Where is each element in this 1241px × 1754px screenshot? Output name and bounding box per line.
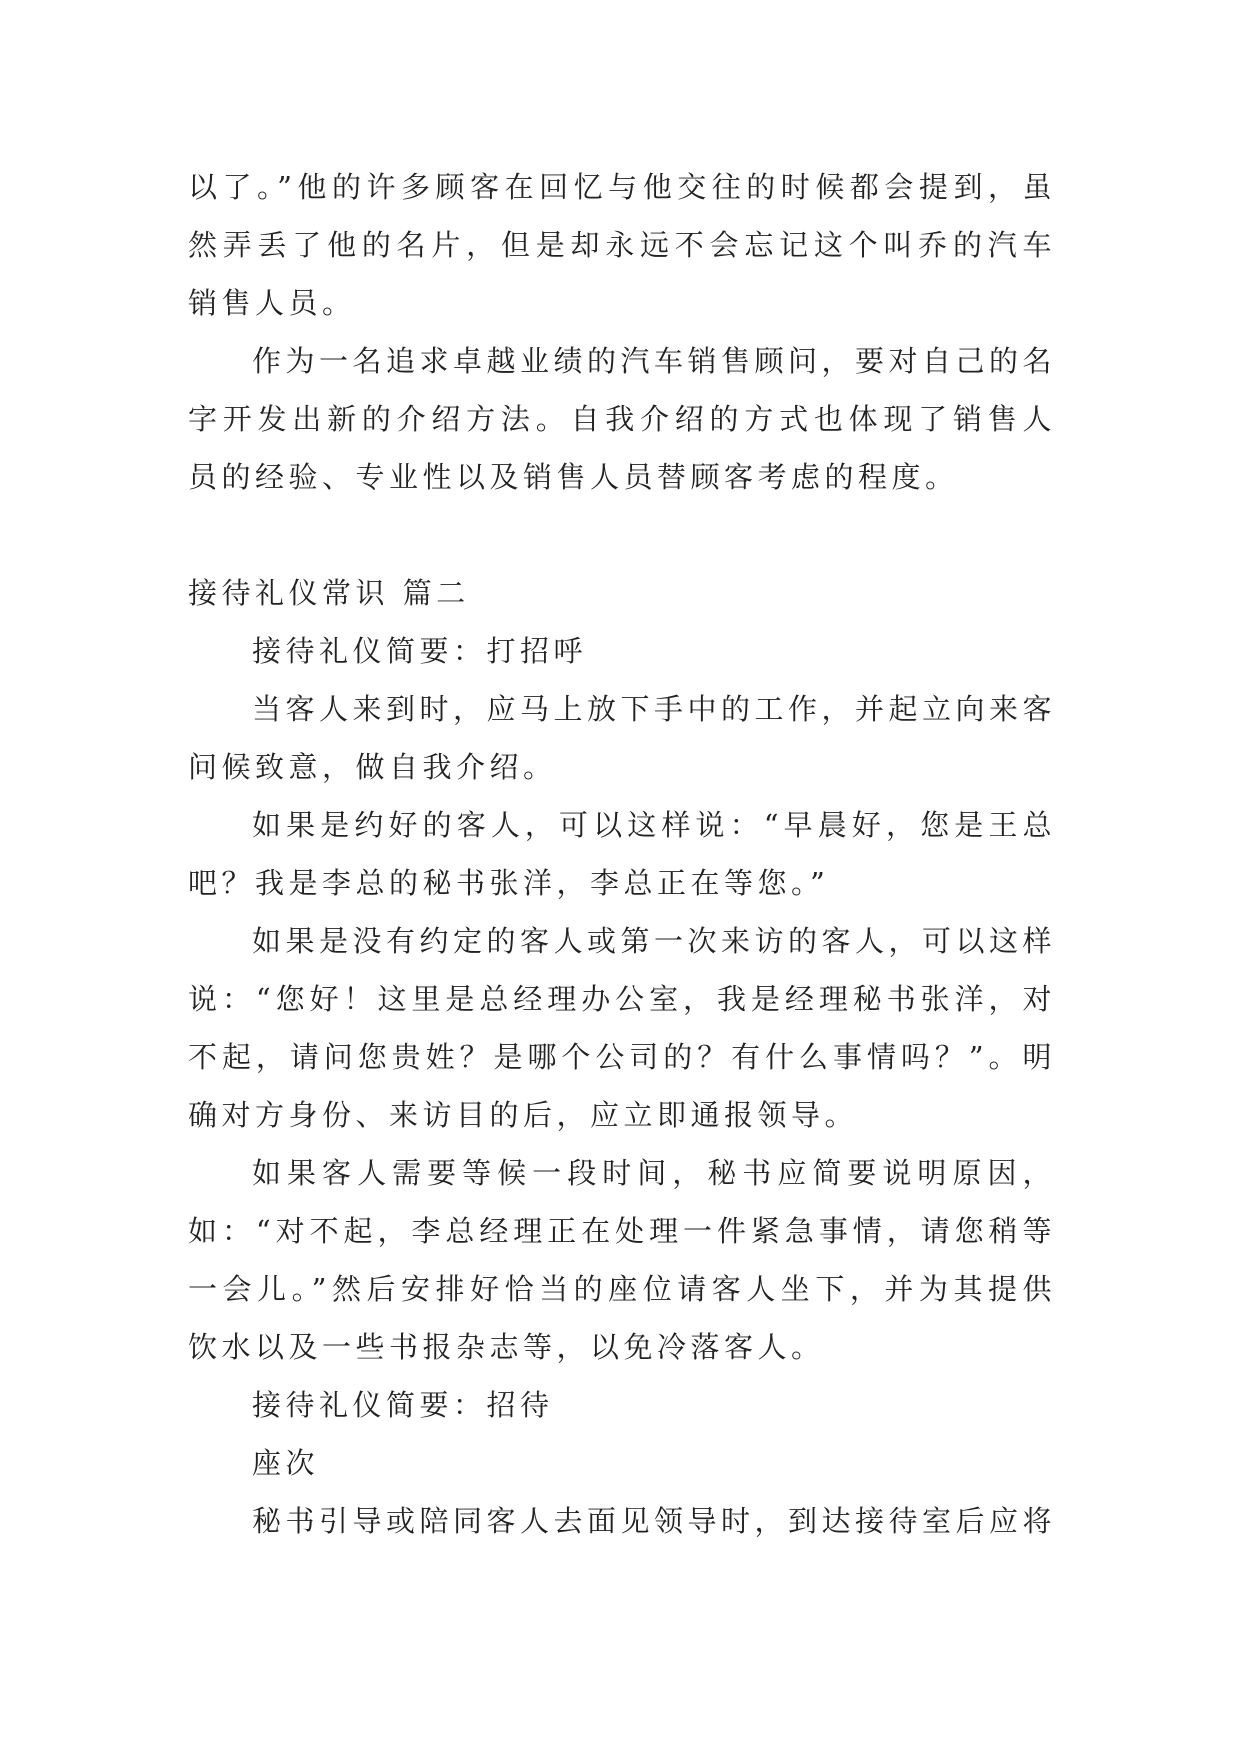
paragraph: 作为一名追求卓越业绩的汽车销售顾问，要对自己的名字开发出新的介绍方法。自我介绍的方式也体现了销售人员的经验、专业性以及销售人员替顾客考虑的程度。 xyxy=(188,344,1057,494)
paragraph: 当客人来到时，应马上放下手中的工作，并起立向来客问候致意，做自我介绍。 xyxy=(188,692,1057,784)
subheading-reception: 接待礼仪简要：招待 xyxy=(252,1388,554,1422)
subheading-greeting: 接待礼仪简要：打招呼 xyxy=(252,634,588,668)
paragraph-continuation: 以了。”他的许多顾客在回忆与他交往的时候都会提到，虽然弄丢了他的名片，但是却永远不会忘记这个叫乔的汽车销售人员。 xyxy=(188,170,1056,320)
subheading-seating: 座次 xyxy=(252,1446,320,1480)
paragraph: 如果是没有约定的客人或第一次来访的客人，可以这样说：“您好！这里是总经理办公室，我是经理秘书张洋，对不起，请问您贵姓？是哪个公司的？有什么事情吗？”。明确对方身份、来访目的后，应立即通报领导。 xyxy=(188,924,1057,1132)
document-body xyxy=(188,158,1056,1550)
paragraph: 如果客人需要等候一段时间，秘书应简要说明原因，如：“对不起，李总经理正在处理一件紧急事情，请您稍等一会儿。”然后安排好恰当的座位请客人坐下，并为其提供饮水以及一些书报杂志等，以免冷落客人。 xyxy=(188,1156,1056,1364)
paragraph: 秘书引导或陪同客人去面见领导时，到达接待室后应将 xyxy=(252,1504,1057,1538)
paragraph: 如果是约好的客人，可以这样说：“早晨好，您是王总吧？我是李总的秘书张洋，李总正在等您。” xyxy=(188,808,1056,900)
section-heading: 接待礼仪常识 篇二 xyxy=(188,576,470,610)
